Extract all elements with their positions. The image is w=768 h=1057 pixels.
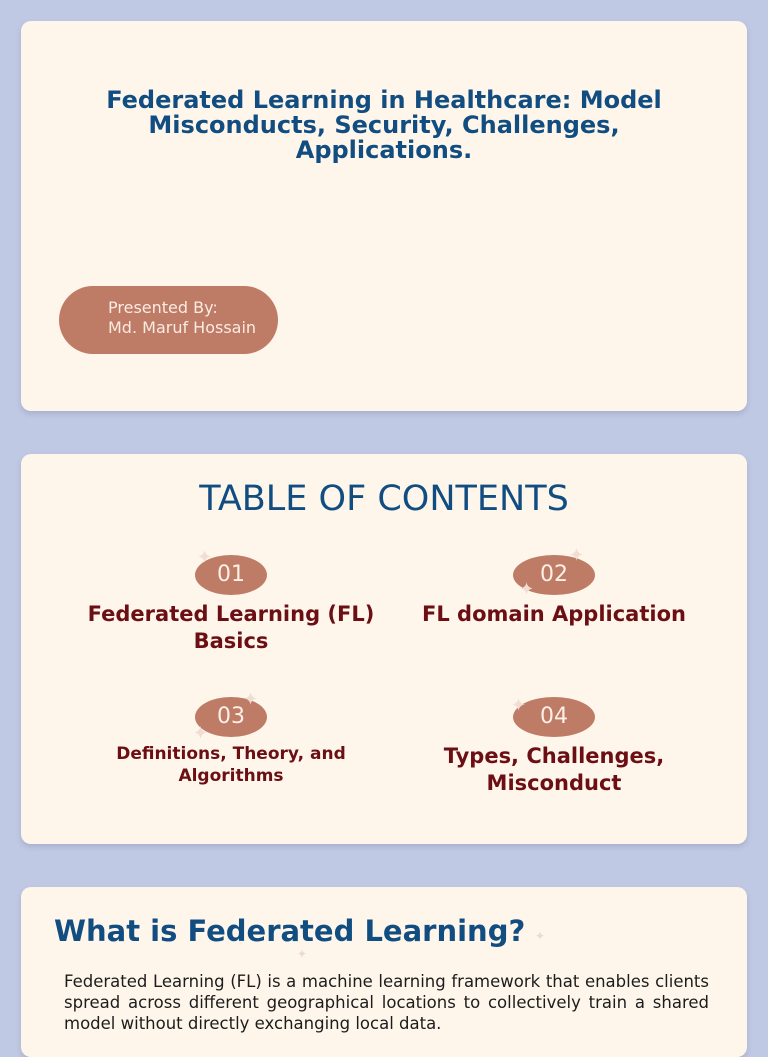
- sparkle-icon: ✦: [569, 545, 585, 566]
- toc-label: Federated Learning (FL) Basics: [87, 602, 375, 653]
- toc-number: 04: [540, 704, 568, 729]
- toc-item-02: [394, 545, 714, 628]
- sparkle-icon: ✦: [519, 579, 535, 600]
- sparkle-icon: ✦: [243, 689, 259, 710]
- sparkle-icon: ✦: [535, 929, 546, 943]
- toc-number: 02: [540, 562, 568, 587]
- toc-number-badge: [195, 547, 267, 595]
- toc-item-03: [71, 689, 391, 787]
- toc-label: Types, Challenges, Misconduct: [443, 744, 665, 795]
- presenter-label: Presented By:: [108, 298, 218, 317]
- toc-number: 03: [217, 704, 245, 729]
- intro-heading: What is Federated Learning?: [54, 914, 526, 948]
- toc-slide: [21, 454, 747, 844]
- sparkle-icon: ✦: [297, 947, 308, 961]
- presenter-info: [108, 298, 258, 338]
- toc-item-04: [394, 697, 714, 797]
- sparkle-icon: ✦: [511, 695, 527, 716]
- presenter-pill: [59, 286, 278, 354]
- toc-number-badge: [513, 545, 595, 600]
- title-slide: [21, 21, 747, 411]
- toc-number: 01: [217, 562, 245, 587]
- toc-heading: TABLE OF CONTENTS: [199, 479, 569, 519]
- toc-number-badge: [513, 697, 595, 737]
- toc-label: FL domain Application: [422, 602, 686, 626]
- toc-number-badge: [193, 689, 267, 744]
- intro-slide: [21, 887, 747, 1057]
- toc-label: Definitions, Theory, and Algorithms: [116, 744, 346, 786]
- presentation-title: Federated Learning in Healthcare: Model Misconducts, Security, Challenges, Applications.: [106, 86, 662, 164]
- sparkle-icon: ✦: [193, 723, 209, 744]
- presenter-name: Md. Maruf Hossain: [108, 318, 257, 337]
- intro-paragraph: Federated Learning (FL) is a machine learning framework that enables clients spread across different geographical locations to collectively train a shared model without directly exchanging local data.: [64, 972, 709, 1033]
- sparkle-icon: ✦: [197, 547, 213, 568]
- toc-item-01: [71, 547, 391, 655]
